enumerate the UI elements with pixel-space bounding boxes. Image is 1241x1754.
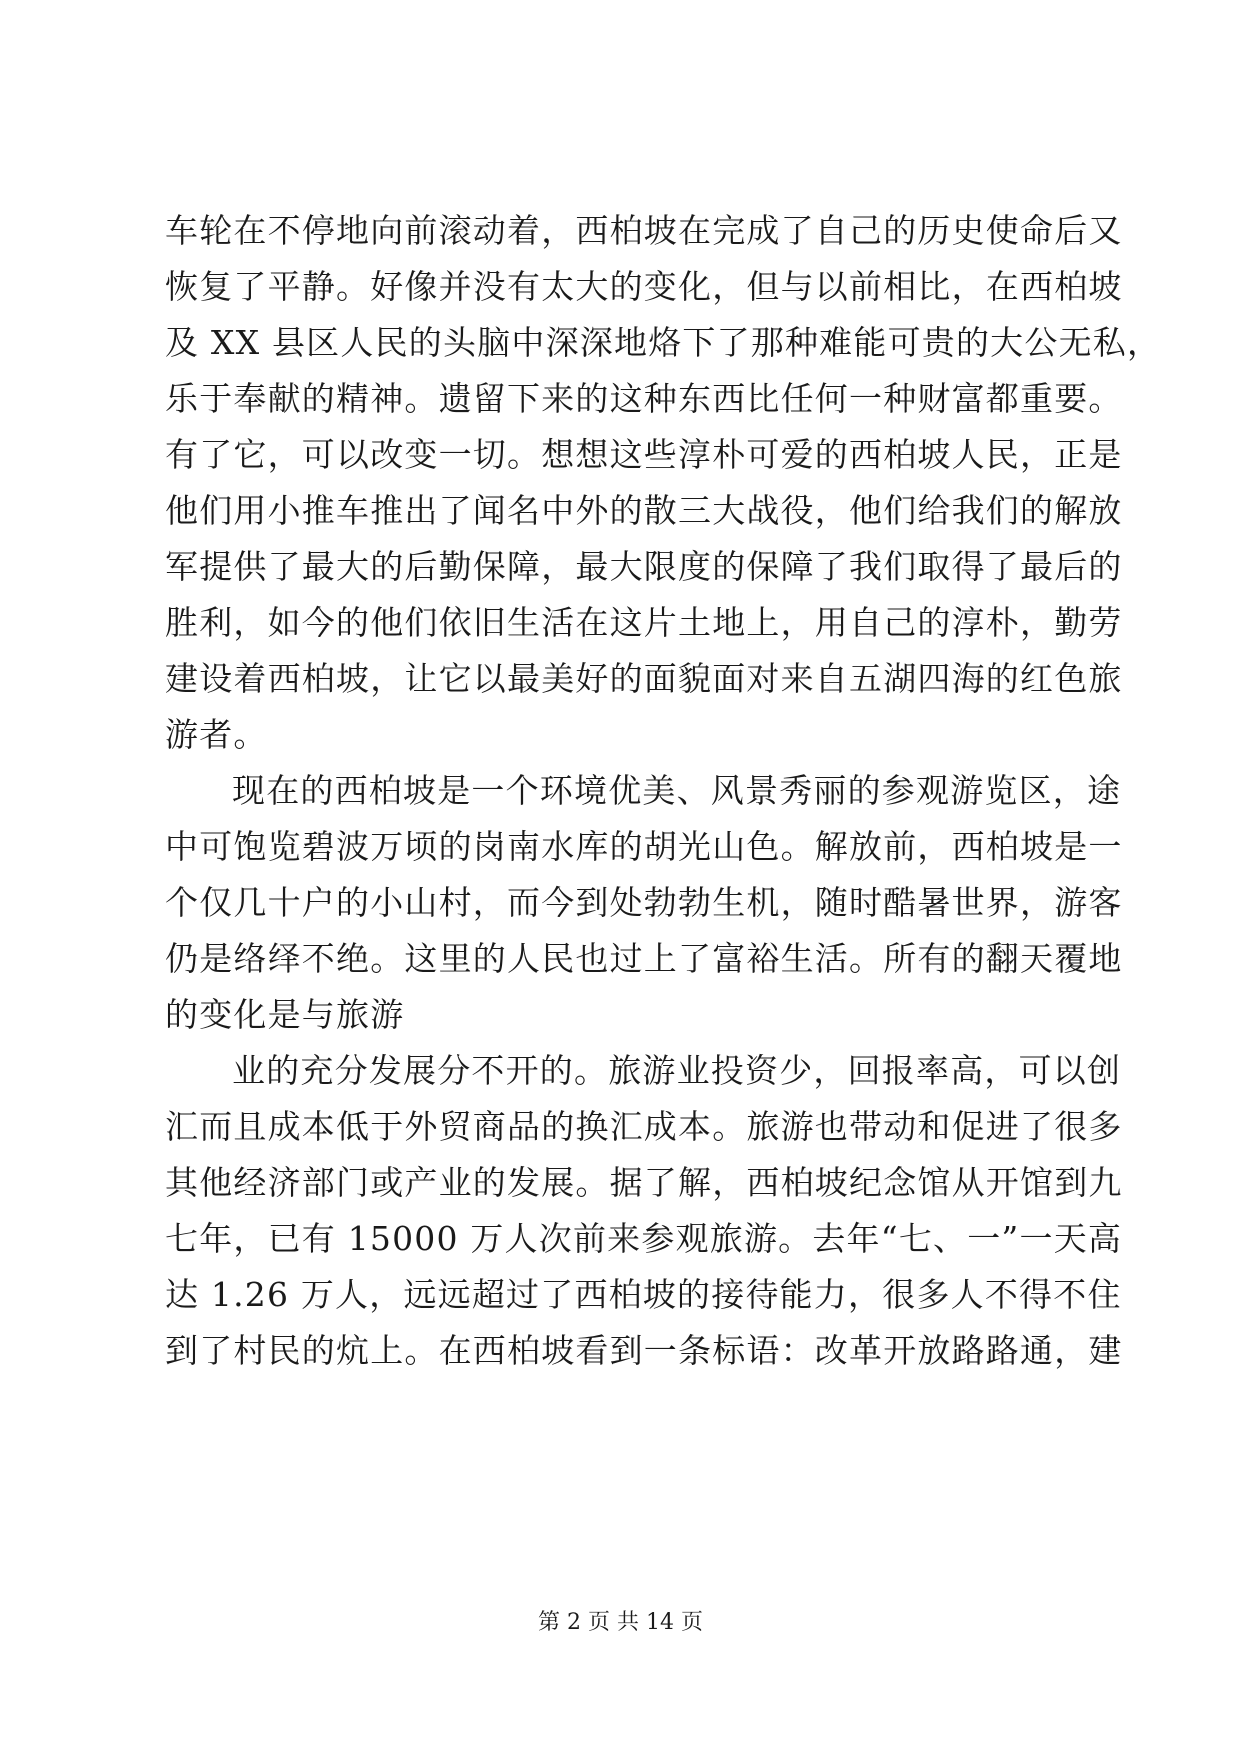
text-line: 游者。	[165, 715, 268, 754]
text-line: 的变化是与旅游	[165, 995, 405, 1034]
text-line: 军提供了最大的后勤保障，最大限度的保障了我们取得了最后的	[165, 547, 1123, 586]
text-line: 其他经济部门或产业的发展。据了解，西柏坡纪念馆从开馆到九	[165, 1163, 1123, 1202]
paragraph-first-line: 业的充分发展分不开的。旅游业投资少，回报率高，可以创	[232, 1051, 1122, 1090]
text-line: 中可饱览碧波万顷的岗南水库的胡光山色。解放前，西柏坡是一	[165, 827, 1123, 866]
text-line: 乐于奉献的精神。遗留下来的这种东西比任何一种财富都重要。	[165, 379, 1123, 418]
text-line: 车轮在不停地向前滚动着，西柏坡在完成了自己的历史使命后又	[165, 211, 1123, 250]
text-line: 仍是络绎不绝。这里的人民也过上了富裕生活。所有的翻天覆地	[165, 939, 1123, 978]
text-line: 恢复了平静。好像并没有太大的变化，但与以前相比，在西柏坡	[165, 267, 1123, 306]
text-line: 汇而且成本低于外贸商品的换汇成本。旅游也带动和促进了很多	[165, 1107, 1123, 1146]
page-footer: 第 2 页 共 14 页	[538, 1610, 703, 1635]
text-line: 及 XX 县区人民的头脑中深深地烙下了那种难能可贵的大公无私，	[165, 323, 1162, 362]
text-line: 个仅几十户的小山村，而今到处勃勃生机，随时酷暑世界，游客	[165, 883, 1123, 922]
text-line: 达 1.26 万人，远远超过了西柏坡的接待能力，很多人不得不住	[165, 1275, 1122, 1314]
text-line: 胜利，如今的他们依旧生活在这片土地上，用自己的淳朴，勤劳	[165, 603, 1123, 642]
text-line: 建设着西柏坡，让它以最美好的面貌面对来自五湖四海的红色旅	[165, 659, 1123, 698]
text-line: 到了村民的炕上。在西柏坡看到一条标语：改革开放路路通，建	[165, 1331, 1123, 1370]
paragraph-first-line: 现在的西柏坡是一个环境优美、风景秀丽的参观游览区，途	[232, 771, 1122, 810]
text-line: 七年，已有 15000 万人次前来参观旅游。去年“七、一”一天高	[165, 1219, 1123, 1258]
text-line: 有了它，可以改变一切。想想这些淳朴可爱的西柏坡人民，正是	[165, 435, 1123, 474]
text-line: 他们用小推车推出了闻名中外的散三大战役，他们给我们的解放	[165, 491, 1123, 530]
